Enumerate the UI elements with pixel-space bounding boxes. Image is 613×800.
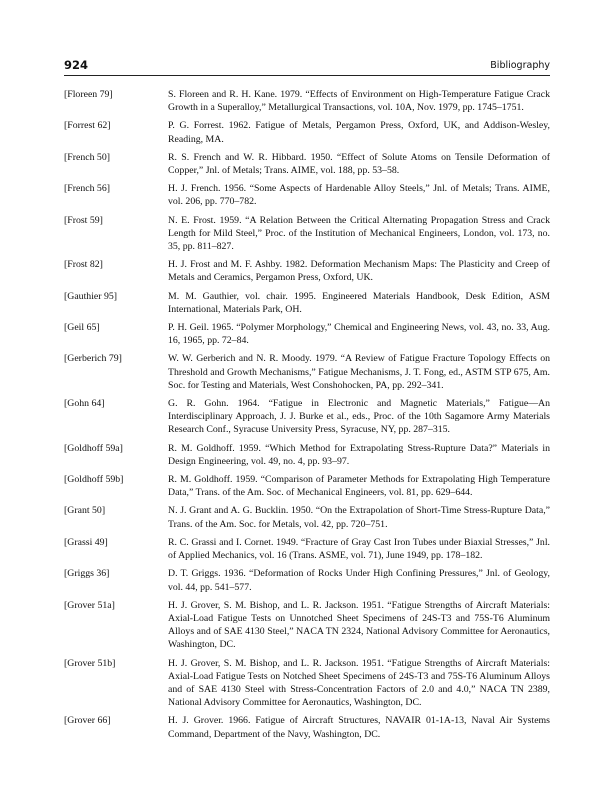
reference-entry — [64, 397, 550, 437]
reference-text: R. C. Grassi and I. Cornet. 1949. “Fracture of Gray Cast Iron Tubes under Biaxial Stresses,” Jnl. of Applied Mechanics, vol. 16 (Trans. ASME, vol. 71), June 1949, pp. 178–182. — [168, 536, 550, 562]
reference-key: [Gohn 64] — [64, 398, 105, 410]
reference-entry — [64, 536, 550, 562]
reference-text: S. Floreen and R. H. Kane. 1979. “Effects of Environment on High-Temperature Fatigue Crack Growth in a Superalloy,” Metallurgical Transactions, vol. 10A, Nov. 1979, pp. 1745–1751. — [168, 89, 550, 114]
reference-entry — [64, 258, 550, 284]
reference-entry — [64, 567, 550, 593]
reference-text: H. J. Frost and M. F. Ashby. 1982. Deformation Mechanism Maps: The Plasticity and Creep of Metals and Ceramics, Pergamon Press, Oxford, UK. — [168, 259, 550, 284]
reference-key: [Gerberich 79] — [64, 353, 122, 365]
reference-entry — [64, 88, 550, 114]
reference-key: [Goldhoff 59a] — [64, 442, 123, 454]
reference-text: N. J. Grant and A. G. Bucklin. 1950. “On the Extrapolation of Short-Time Stress-Rupture Data,” Trans. of the Am. Soc. for Metals, vol. 42, pp. 720–751. — [168, 505, 550, 530]
reference-key: [Grassi 49] — [64, 536, 108, 548]
reference-entry — [64, 352, 550, 392]
reference-entry — [64, 442, 550, 468]
reference-text: H. J. Grover. 1966. Fatigue of Aircraft Structures, NAVAIR 01-1A-13, Naval Air Systems Command, Department of the Navy, Washington, DC. — [168, 715, 550, 740]
reference-key: [Geil 65] — [64, 322, 100, 334]
reference-text: W. W. Gerberich and N. R. Moody. 1979. “A Review of Fatigue Fracture Topology Effects on Threshold and Growth Mechanisms,” Fatigue Mechanisms, J. T. Fong, ed., ASTM STP 675, Am. Soc. for Testing and Materials, West Conshohocken, PA, pp. 292–341. — [168, 353, 550, 391]
reference-key: [Griggs 36] — [64, 568, 110, 580]
header-rule — [64, 75, 550, 76]
reference-entry — [64, 504, 550, 530]
reference-text: P. H. Geil. 1965. “Polymer Morphology,” Chemical and Engineering News, vol. 43, no. 33, Aug. 16, 1965, pp. 72–84. — [168, 322, 550, 347]
reference-entry — [64, 657, 550, 710]
reference-list — [64, 88, 550, 746]
reference-text: R. S. French and W. R. Hibbard. 1950. “Effect of Solute Atoms on Tensile Deformation of Copper,” Jnl. of Metals; Trans. AIME, vol. 188, pp. 53–58. — [168, 151, 550, 177]
running-head: Bibliography — [490, 60, 550, 71]
reference-entry — [64, 119, 550, 145]
reference-key: [Gauthier 95] — [64, 290, 118, 302]
reference-key: [Frost 82] — [64, 259, 103, 271]
reference-key: [Grover 51b] — [64, 657, 116, 669]
reference-text: N. E. Frost. 1959. “A Relation Between the Critical Alternating Propagation Stress and Crack Length for Mild Steel,” Proc. of the Institution of Mechanical Engineers, London, vol. 173, no. 35, pp. 811–827. — [168, 214, 550, 253]
reference-key: [Floreen 79] — [64, 89, 113, 100]
page-number: 924 — [64, 58, 89, 72]
reference-entry — [64, 214, 550, 254]
reference-key: [Forrest 62] — [64, 120, 111, 132]
reference-text: R. M. Goldhoff. 1959. “Which Method for Extrapolating Stress-Rupture Data?” Materials in Design Engineering, vol. 49, no. 4, pp. 93–97. — [168, 442, 550, 467]
reference-entry — [64, 151, 550, 177]
reference-key: [Grover 51a] — [64, 599, 115, 611]
reference-key: [Grover 66] — [64, 715, 111, 727]
reference-key: [Frost 59] — [64, 214, 103, 226]
reference-key: [Grant 50] — [64, 505, 106, 517]
reference-text: D. T. Griggs. 1936. “Deformation of Rocks Under High Confining Pressures,” Jnl. of Geology, vol. 44, pp. 541–577. — [168, 568, 550, 593]
reference-text: P. G. Forrest. 1962. Fatigue of Metals, Pergamon Press, Oxford, UK, and Addison-Wesley, Reading, MA. — [168, 120, 550, 145]
reference-text: R. M. Goldhoff. 1959. “Comparison of Parameter Methods for Extrapolating High Temperature Data,” Trans. of the Am. Soc. of Mechanical Engineers, vol. 81, pp. 629–644. — [168, 474, 550, 499]
reference-text: M. M. Gauthier, vol. chair. 1995. Engineered Materials Handbook, Desk Edition, ASM International, Materials Park, OH. — [168, 290, 550, 315]
reference-text: H. J. French. 1956. “Some Aspects of Hardenable Alloy Steels,” Jnl. of Metals; Trans. AIME, vol. 206, pp. 770–782. — [168, 183, 550, 208]
reference-entry — [64, 290, 550, 316]
reference-entry — [64, 182, 550, 208]
reference-entry — [64, 599, 550, 652]
reference-text: H. J. Grover, S. M. Bishop, and L. R. Jackson. 1951. “Fatigue Strengths of Aircraft Materials: Axial-Load Fatigue Tests on Notched Sheet Specimens of 24S-T3 and 75S-T6 Aluminum Alloys and of SAE 4130 Steel with Stress-Concentration Factors of 2.0 and 4.0,” NACA TN 2389, National Advisory Committee for Aeronautics, Washington, DC. — [168, 657, 550, 709]
reference-text: H. J. Grover, S. M. Bishop, and L. R. Jackson. 1951. “Fatigue Strengths of Aircraft Materials: Axial-Load Fatigue Tests on Unnotched Sheet Specimens of 24S-T3 and 75S-T6 Aluminum Alloys and of SAE 4130 Steel,” NACA TN 2324, National Advisory Committee for Aeronautics, Washington, DC. — [168, 599, 550, 651]
reference-entry — [64, 714, 550, 740]
reference-key: [French 50] — [64, 151, 110, 163]
reference-text: G. R. Gohn. 1964. “Fatigue in Electronic and Magnetic Materials,” Fatigue—An Interdisciplinary Approach, J. J. Burke et al., eds., Proc. of the 10th Sagamore Army Materials Research Conf., Syracuse University Press, Syracuse, NY, pp. 287–315. — [168, 398, 550, 436]
reference-entry — [64, 321, 550, 347]
reference-key: [Goldhoff 59b] — [64, 474, 124, 486]
page-header — [64, 56, 550, 74]
reference-entry — [64, 473, 550, 499]
reference-key: [French 56] — [64, 183, 110, 195]
